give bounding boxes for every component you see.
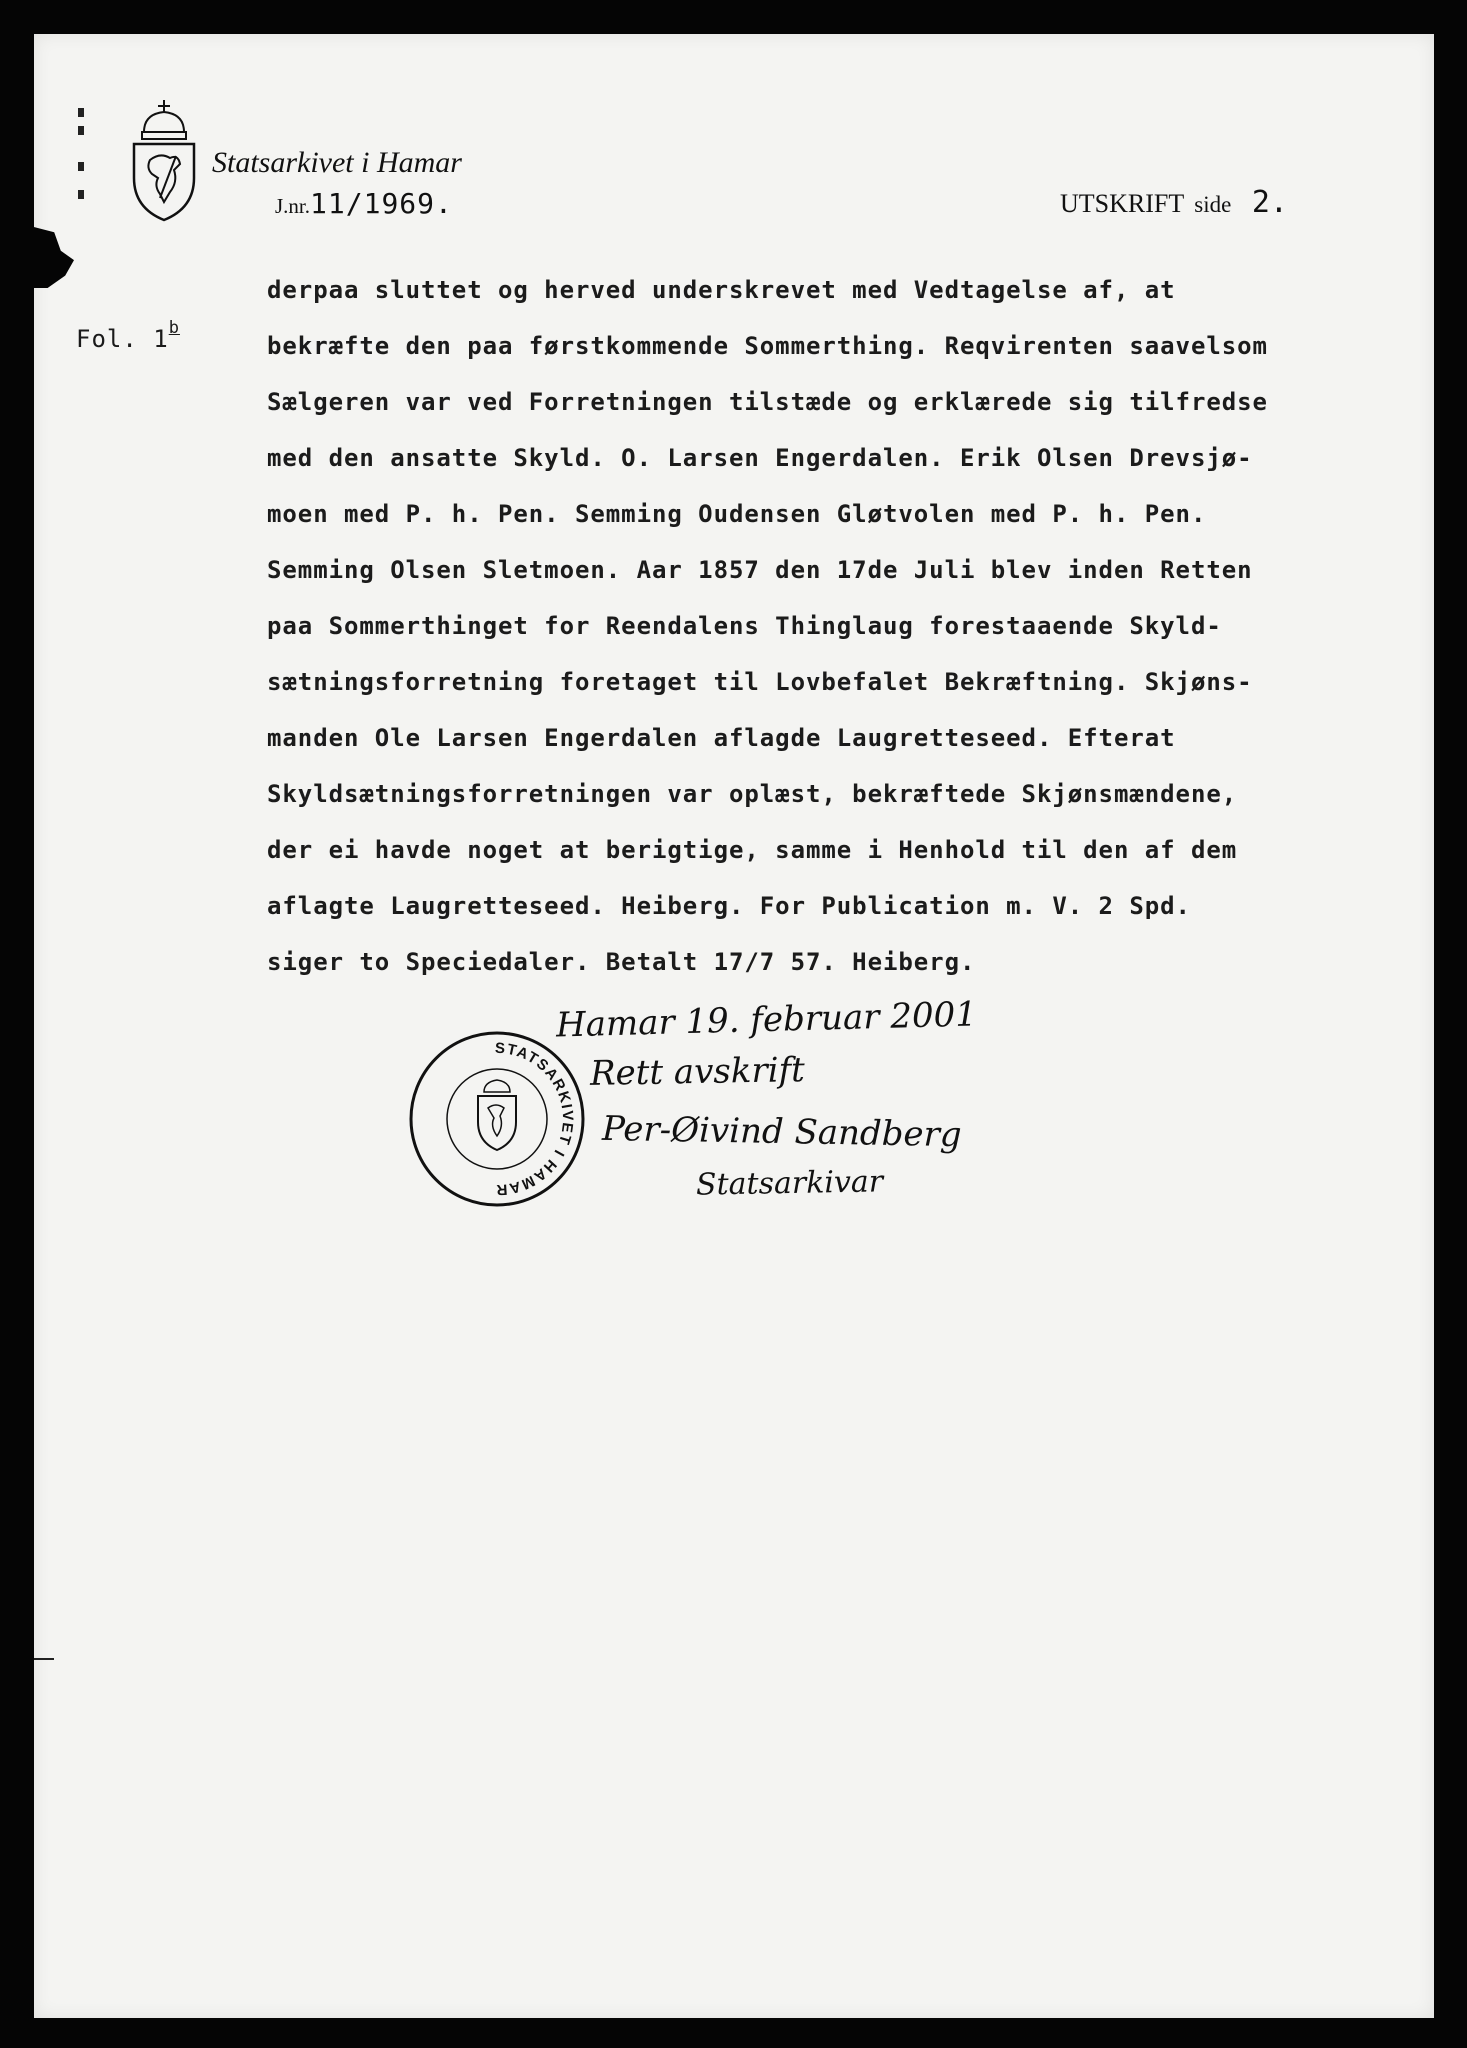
institution-name: Statsarkivet i Hamar [212,146,462,179]
archive-stamp-icon [408,1030,586,1208]
text-line: der ei havde noget at berigtige, samme i Henhold til den af dem [267,836,1238,864]
punch-mark [78,162,84,171]
text-line: aflagte Laugretteseed. Heiberg. For Publication m. V. 2 Spd. [267,892,1191,920]
margin-mark [34,1658,54,1660]
folio-superscript: b [168,318,180,338]
handwritten-signature: Per-Øivind Sandberg [601,1108,962,1156]
handwritten-title: Statsarkivar [695,1164,884,1203]
folio-note [76,318,180,353]
text-line: bekræfte den paa førstkommende Sommerthing. Reqvirenten saavelsom [267,332,1268,360]
utskrift-heading [1060,185,1288,220]
text-line: Semming Olsen Sletmoen. Aar 1857 den 17de Juli blev inden Retten [267,556,1253,584]
text-line: paa Sommerthinget for Reendalens Thinglaug forestaaende Skyld- [267,612,1222,640]
text-line: derpaa sluttet og herved underskrevet med Vedtagelse af, at [267,276,1176,304]
transcript-body [267,262,1407,990]
folio-label: Fol. 1 [76,325,169,353]
handwritten-rett-avskrift: Rett avskrift [589,1050,806,1094]
text-line: moen med P. h. Pen. Semming Oudensen Gløtvolen med P. h. Pen. [267,500,1207,528]
stamp-text: STATSARKIVET I HAMAR [494,1039,577,1199]
side-label: side [1194,192,1232,217]
punch-mark [78,108,84,117]
text-line: sætningsforretning foretaget til Lovbefalet Bekræftning. Skjøns- [267,668,1253,696]
text-line: manden Ole Larsen Engerdalen aflagde Laugretteseed. Efterat [267,724,1176,752]
text-line: Skyldsætningsforretningen var oplæst, bekræftede Skjønsmændene, [267,780,1238,808]
journal-number [275,187,453,220]
handwritten-place-date: Hamar 19. februar 2001 [555,994,978,1046]
text-line: Sælgeren var ved Forretningen tilstæde og erklærede sig tilfredse [267,388,1268,416]
page-number: 2. [1251,185,1288,220]
coat-of-arms-icon [130,98,198,224]
journal-label: J.nr. [275,194,311,218]
journal-value: 11/1969. [310,187,453,220]
utskrift-label: UTSKRIFT [1060,189,1184,218]
punch-mark [78,126,84,135]
punch-mark [78,190,84,199]
text-line: med den ansatte Skyld. O. Larsen Engerdalen. Erik Olsen Drevsjø- [267,444,1253,472]
text-line: siger to Speciedaler. Betalt 17/7 57. Heiberg. [267,948,976,976]
